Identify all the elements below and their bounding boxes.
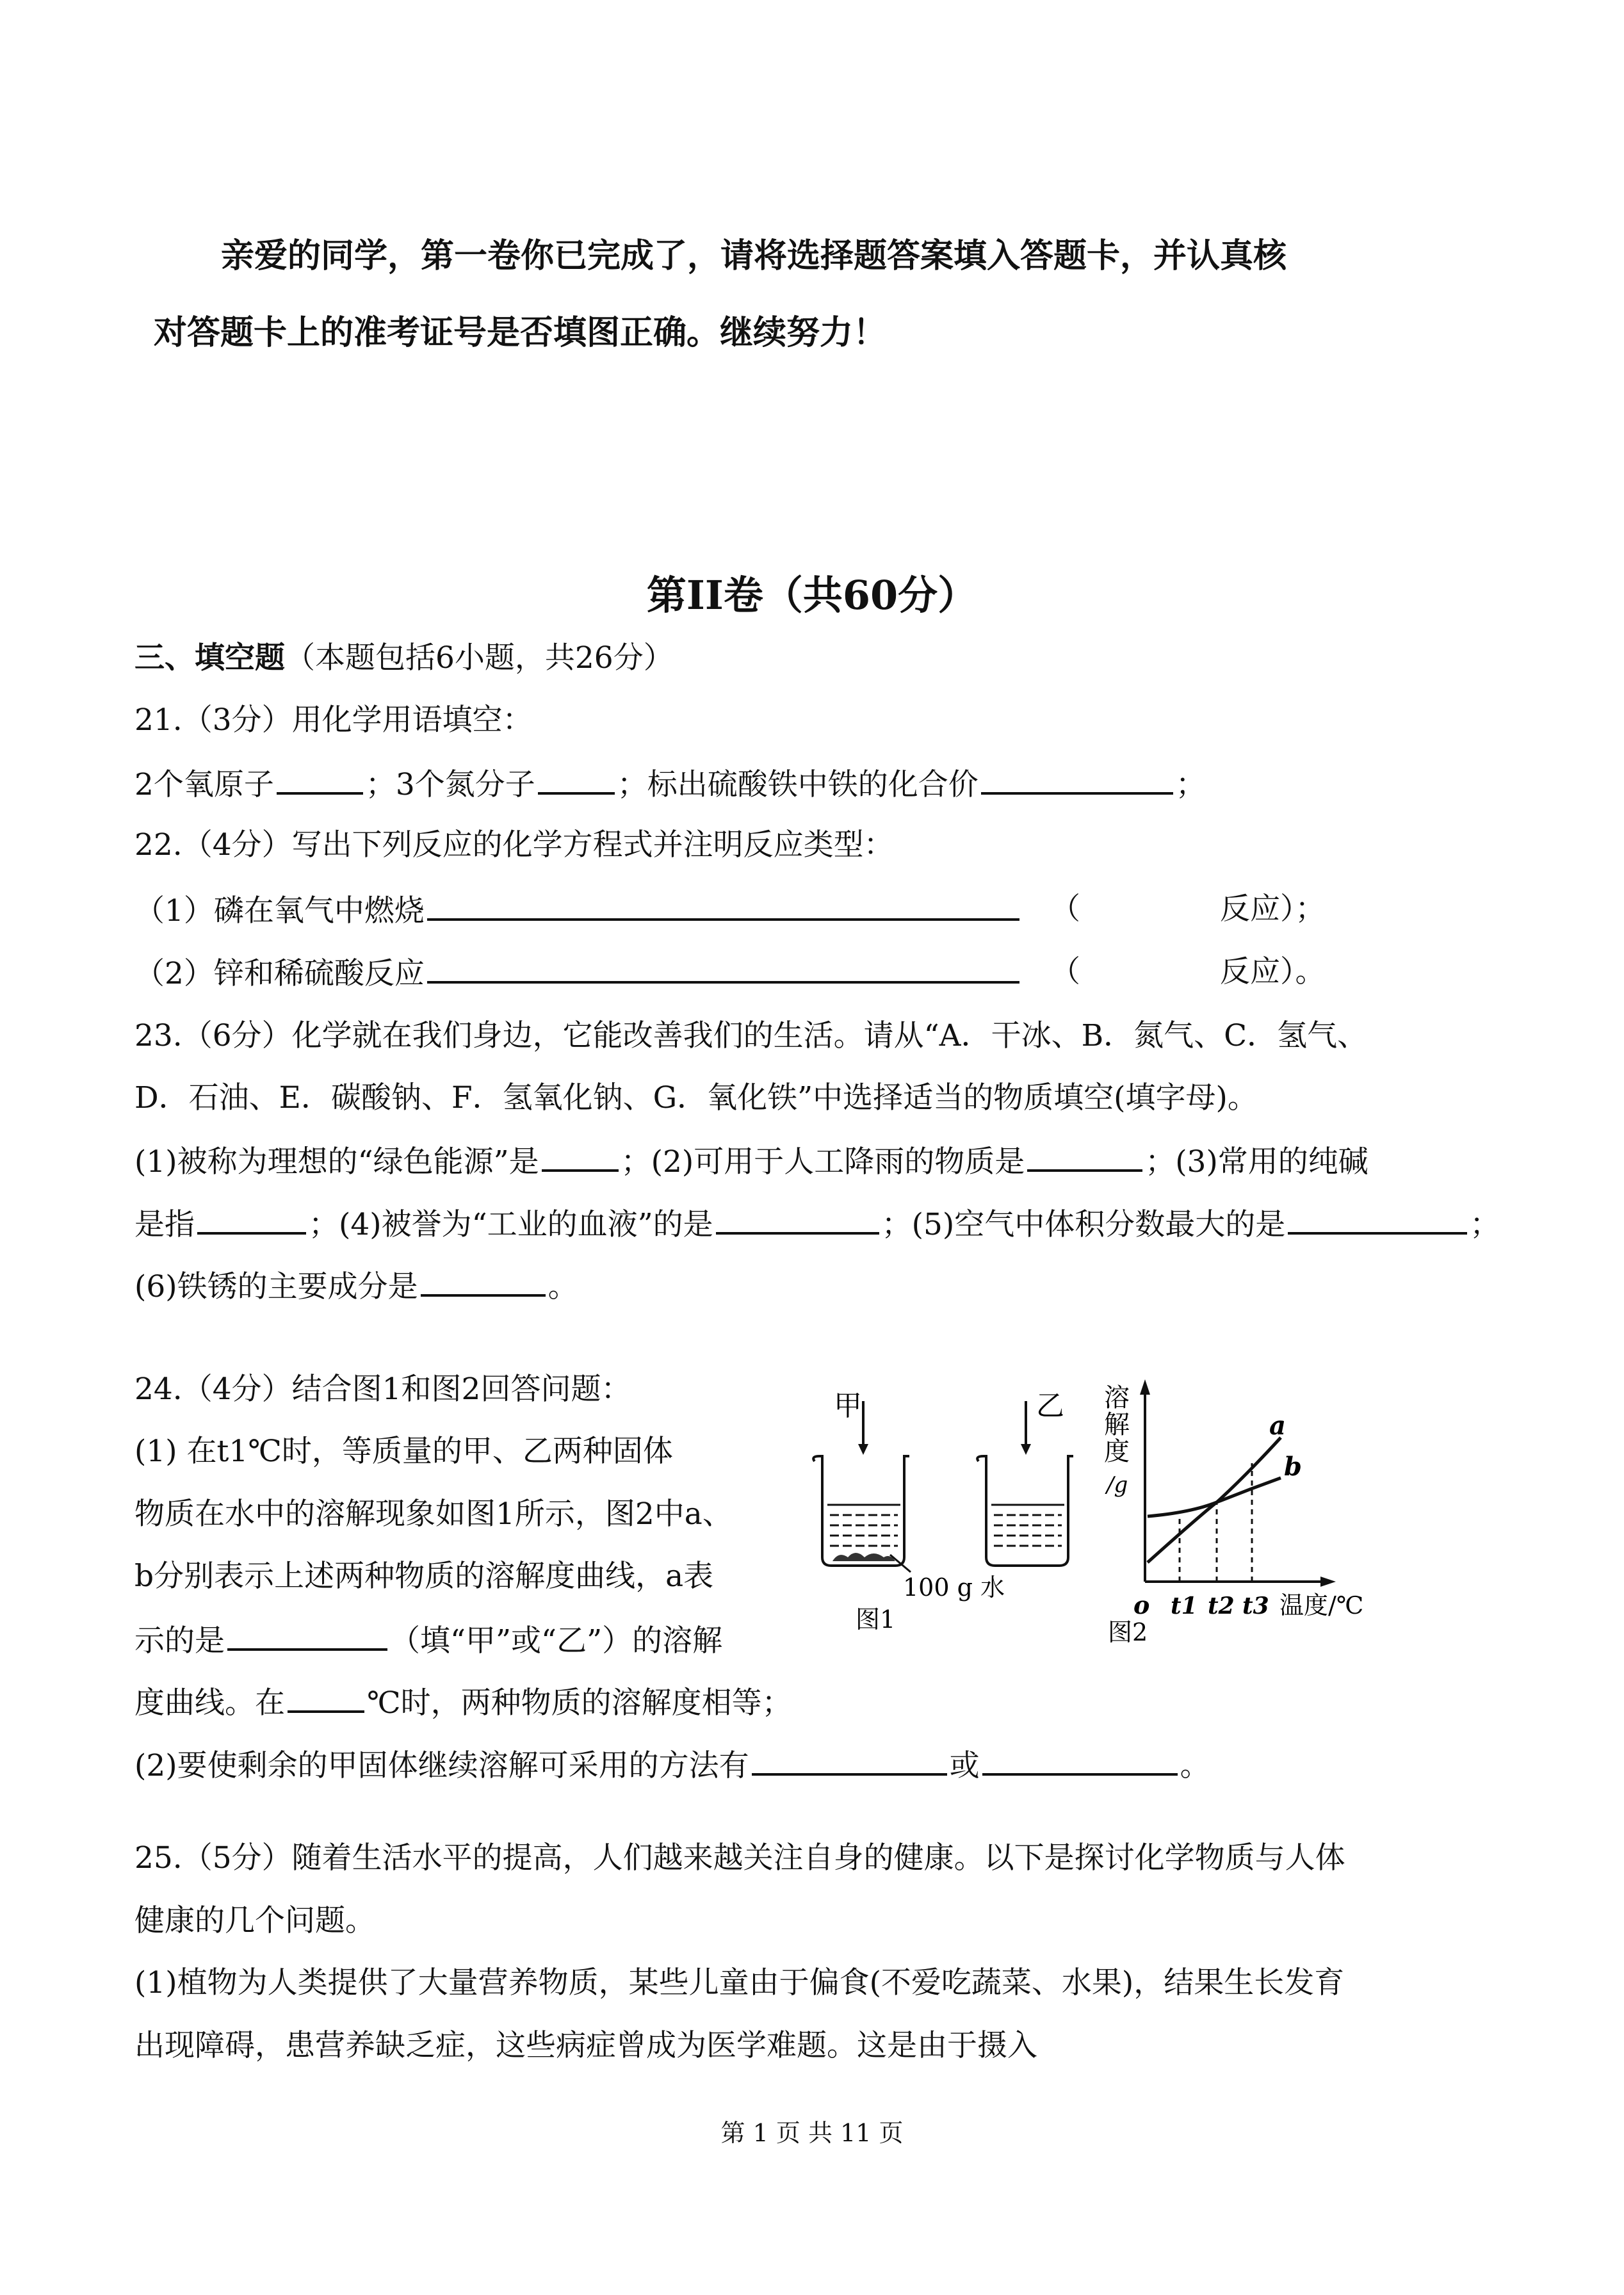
q24-stem: 24.（4分）结合图1和图2回答问题： bbox=[134, 1372, 631, 1407]
part3-heading bbox=[134, 639, 674, 677]
q21-blank-3[interactable] bbox=[981, 764, 1173, 795]
q23-s9: 。 bbox=[548, 1269, 578, 1304]
fig1-water-label: 100 g 水 bbox=[903, 1573, 1005, 1602]
q21-stem: 21.（3分）用化学用语填空： bbox=[134, 702, 533, 738]
fig1-label-jia: 甲 bbox=[834, 1390, 862, 1422]
q24-blank-1[interactable] bbox=[227, 1620, 387, 1651]
q24-line-3: b分别表示上述两种物质的溶解度曲线，a表 bbox=[134, 1559, 714, 1594]
q23-s2: ；(2)可用于人工降雨的物质是 bbox=[621, 1144, 1025, 1180]
q23-blank-5[interactable] bbox=[1288, 1204, 1467, 1235]
fig2-curve-a bbox=[1148, 1438, 1281, 1562]
fig2-label-a: a bbox=[1269, 1411, 1286, 1441]
q24-l6a: (2)要使剩余的甲固体继续溶解可采用的方法有 bbox=[134, 1748, 749, 1783]
q24-l6b: 或 bbox=[949, 1748, 980, 1783]
q22-type-end-2: 反应）。 bbox=[1220, 954, 1326, 989]
q24-line-6 bbox=[134, 1745, 1210, 1785]
fig2-origin: o bbox=[1133, 1591, 1150, 1619]
q23-line-5 bbox=[134, 1266, 578, 1306]
q24-l6c: 。 bbox=[1180, 1748, 1210, 1783]
q23-s7: ； bbox=[1470, 1207, 1500, 1242]
fig2-ylabel-1: 溶 bbox=[1104, 1383, 1130, 1413]
q21-end: ； bbox=[1175, 767, 1206, 802]
q23-blank-1[interactable] bbox=[542, 1141, 619, 1172]
section-title: 第II卷（共60分） bbox=[646, 572, 978, 619]
q25-line-3: (1)植物为人类提供了大量营养物质，某些儿童由于偏食(不爱吃蔬菜、水果)，结果生长发育 bbox=[134, 1965, 1345, 2000]
q22-equation-blank-2[interactable] bbox=[427, 953, 1019, 984]
q21-b: ；3个氮分子 bbox=[365, 767, 535, 802]
fig1-beaker-yi bbox=[977, 1456, 1073, 1566]
q23-s5: ；(4)被誉为“工业的血液”的是 bbox=[309, 1207, 713, 1242]
fig2-ylabel-3: 度 bbox=[1104, 1437, 1130, 1466]
q21-blank-2[interactable] bbox=[538, 764, 615, 795]
fig2-y-axis-arrow bbox=[1140, 1379, 1150, 1395]
q23-blank-2[interactable] bbox=[1027, 1141, 1142, 1172]
fig2-tick-t1: t1 bbox=[1171, 1593, 1198, 1619]
q21-blank-1[interactable] bbox=[277, 764, 363, 795]
q22-paren-open-2: （ bbox=[1050, 954, 1080, 989]
q22-type-end-1: 反应）； bbox=[1220, 891, 1326, 927]
fig1-arrow-head-yi bbox=[1021, 1444, 1031, 1455]
fig1-arrow-head-jia bbox=[858, 1444, 868, 1455]
fig1-caption: 图1 bbox=[856, 1605, 896, 1634]
q22-p1: （1）磷在氧气中燃烧 bbox=[134, 893, 425, 929]
q24-blank-4[interactable] bbox=[982, 1745, 1178, 1776]
q22-p2: （2）锌和稀硫酸反应 bbox=[134, 956, 425, 991]
q24-line-1: (1) 在t1℃时，等质量的甲、乙两种固体 bbox=[134, 1434, 673, 1469]
q24-blank-2[interactable] bbox=[288, 1682, 364, 1713]
fig2-ylabel-2: 解 bbox=[1104, 1410, 1130, 1439]
q22-paren-open-1: （ bbox=[1050, 891, 1080, 927]
part3-note: （本题包括6小题，共26分） bbox=[285, 640, 674, 676]
q24-line-4 bbox=[134, 1620, 722, 1660]
q25-line-4: 出现障碍，患营养缺乏症，这些病症曾成为医学难题。这是由于摄入 bbox=[134, 2028, 1037, 2063]
figure-2-solubility-chart bbox=[1089, 1370, 1390, 1646]
intro-line-1: 亲爱的同学，第一卷你已完成了，请将选择题答案填入答题卡，并认真核 bbox=[221, 236, 1287, 275]
q23-blank-4[interactable] bbox=[716, 1204, 879, 1235]
intro-line-2: 对答题卡上的准考证号是否填图正确。继续努力！ bbox=[154, 313, 887, 352]
q23-line-2: D．石油、E．碳酸钠、F．氢氧化钠、G．氧化铁”中选择适当的物质填空(填字母)。 bbox=[134, 1080, 1258, 1115]
q22-equation-blank-1[interactable] bbox=[427, 890, 1019, 921]
q23-line-3 bbox=[134, 1141, 1368, 1181]
page-footer: 第 1 页 共 11 页 bbox=[720, 2119, 904, 2147]
fig2-tick-t2: t2 bbox=[1208, 1593, 1235, 1619]
fig1-label-yi: 乙 bbox=[1036, 1390, 1064, 1422]
q24-l5a: 度曲线。在 bbox=[134, 1685, 285, 1721]
fig2-yunit: /g bbox=[1107, 1472, 1128, 1498]
q23-line-1: 23.（6分）化学就在我们身边，它能改善我们的生活。请从“A．干冰、B．氮气、C．氢气、 bbox=[134, 1018, 1368, 1053]
part3-heading-text: 三、填空题 bbox=[134, 640, 285, 676]
q24-l4b: （填“甲”或“乙”）的溶解 bbox=[390, 1623, 723, 1658]
q25-line-1: 25.（5分）随着生活水平的提高，人们越来越关注自身的健康。以下是探讨化学物质与人体 bbox=[134, 1840, 1345, 1876]
q23-blank-3[interactable] bbox=[197, 1204, 306, 1235]
q24-l5b: ℃时，两种物质的溶解度相等； bbox=[367, 1685, 792, 1721]
q25-line-2: 健康的几个问题。 bbox=[134, 1903, 375, 1938]
q22-part-2 bbox=[134, 953, 1022, 993]
q23-s6: ；(5)空气中体积分数最大的是 bbox=[881, 1207, 1286, 1242]
q22-stem: 22.（4分）写出下列反应的化学方程式并注明反应类型： bbox=[134, 827, 894, 863]
fig1-beaker-jia bbox=[813, 1456, 909, 1566]
q21-answers bbox=[134, 764, 1206, 804]
q23-blank-6[interactable] bbox=[421, 1266, 546, 1297]
q24-line-5 bbox=[134, 1682, 792, 1723]
q23-s4: 是指 bbox=[134, 1207, 195, 1242]
q21-a: 2个氧原子 bbox=[134, 767, 274, 802]
q23-s3: ；(3)常用的纯碱 bbox=[1145, 1144, 1368, 1180]
fig1-leader-line bbox=[890, 1555, 911, 1572]
fig2-x-axis-arrow bbox=[1320, 1577, 1336, 1587]
fig2-xlabel: 温度/℃ bbox=[1279, 1591, 1364, 1619]
q23-line-4 bbox=[134, 1204, 1500, 1244]
q24-l4a: 示的是 bbox=[134, 1623, 225, 1658]
q21-c: ；标出硫酸铁中铁的化合价 bbox=[617, 767, 978, 802]
fig2-caption: 图2 bbox=[1108, 1618, 1148, 1646]
fig2-curve-b bbox=[1148, 1478, 1281, 1516]
q24-line-2: 物质在水中的溶解现象如图1所示，图2中a、 bbox=[134, 1496, 733, 1532]
q23-s1: (1)被称为理想的“绿色能源”是 bbox=[134, 1144, 539, 1180]
fig2-label-b: b bbox=[1284, 1452, 1302, 1482]
q24-blank-3[interactable] bbox=[752, 1745, 947, 1776]
q22-part-1 bbox=[134, 890, 1022, 930]
q23-s8: (6)铁锈的主要成分是 bbox=[134, 1269, 418, 1304]
fig2-tick-t3: t3 bbox=[1242, 1593, 1269, 1619]
